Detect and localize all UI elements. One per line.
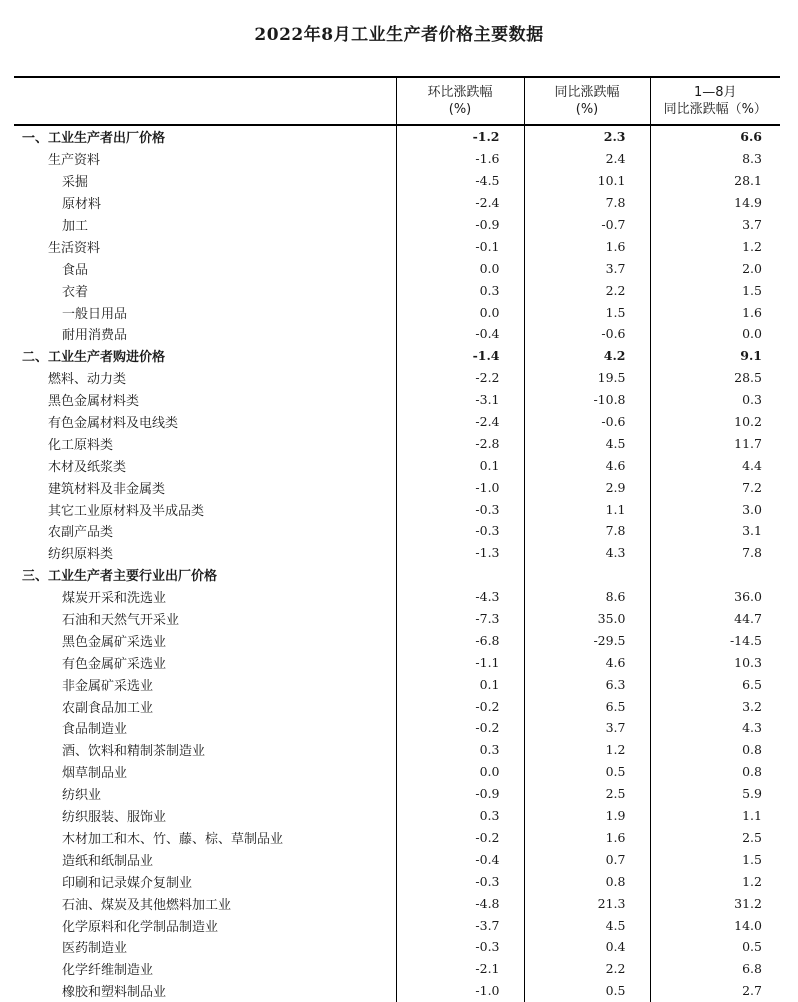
header-yoy-line1: 同比涨跌幅 (554, 85, 620, 100)
table-row (14, 783, 780, 805)
row-label: 农副食品加工业 (62, 700, 154, 716)
row-yoy-value: 4.2 (524, 345, 650, 367)
row-ytd-value: 10.3 (650, 651, 780, 673)
table-row (14, 739, 780, 761)
row-mom-value: -0.4 (396, 323, 524, 345)
table-row (14, 125, 780, 148)
row-mom-value: -0.1 (396, 235, 524, 257)
row-label: 石油、煤炭及其他燃料加工业 (62, 897, 232, 913)
row-yoy-value: 7.8 (524, 520, 650, 542)
row-label: 印刷和记录媒介复制业 (62, 875, 193, 891)
row-mom-value: -0.2 (396, 717, 524, 739)
row-yoy-value: 2.4 (524, 148, 650, 170)
table-body (14, 125, 780, 1002)
row-mom-value: -0.3 (396, 936, 524, 958)
row-ytd-value: 0.5 (650, 936, 780, 958)
row-ytd-value: 3.2 (650, 695, 780, 717)
header-category (14, 77, 396, 125)
header-ytd-line1: 1—8月 (693, 85, 737, 100)
table-row (14, 848, 780, 870)
table-row (14, 936, 780, 958)
row-mom-value: -2.4 (396, 192, 524, 214)
row-label: 二、工业生产者购进价格 (22, 350, 166, 366)
row-label: 食品 (62, 262, 89, 278)
row-ytd-value (650, 564, 780, 586)
row-mom-value: -7.3 (396, 608, 524, 630)
row-yoy-value: -29.5 (524, 629, 650, 651)
document-title: 2022年8月工业生产者价格主要数据 (254, 25, 544, 45)
table-row (14, 673, 780, 695)
row-mom-value: 0.0 (396, 761, 524, 783)
row-mom-value: -4.3 (396, 586, 524, 608)
row-ytd-value: 0.3 (650, 389, 780, 411)
row-ytd-value: 6.8 (650, 958, 780, 980)
row-label: 煤炭开采和洗选业 (62, 591, 167, 607)
row-ytd-value: 28.1 (650, 170, 780, 192)
row-yoy-value: 1.6 (524, 235, 650, 257)
row-yoy-value: 6.3 (524, 673, 650, 695)
table-row (14, 542, 780, 564)
row-yoy-value: 0.7 (524, 848, 650, 870)
row-yoy-value: 2.3 (524, 125, 650, 148)
row-mom-value: -1.2 (396, 125, 524, 148)
row-mom-value: -1.4 (396, 345, 524, 367)
row-ytd-value: 7.8 (650, 542, 780, 564)
table-row (14, 148, 780, 170)
row-ytd-value: 4.3 (650, 717, 780, 739)
table-row (14, 323, 780, 345)
table-row (14, 367, 780, 389)
table-row (14, 301, 780, 323)
row-yoy-value: 6.5 (524, 695, 650, 717)
row-yoy-value: 3.7 (524, 717, 650, 739)
table-row (14, 586, 780, 608)
table-row (14, 476, 780, 498)
row-label: 加工 (62, 219, 89, 234)
row-mom-value: -1.0 (396, 476, 524, 498)
table-row (14, 608, 780, 630)
row-mom-value: -6.8 (396, 629, 524, 651)
row-yoy-value: 4.6 (524, 454, 650, 476)
row-ytd-value: 3.1 (650, 520, 780, 542)
row-label: 原材料 (62, 197, 102, 213)
table-row (14, 454, 780, 476)
row-label: 燃料、动力类 (48, 372, 127, 388)
row-ytd-value: 2.5 (650, 827, 780, 849)
table-row (14, 914, 780, 936)
row-label: 衣着 (62, 284, 89, 300)
row-yoy-value: 0.4 (524, 936, 650, 958)
row-mom-value: -4.8 (396, 892, 524, 914)
row-mom-value: -2.1 (396, 958, 524, 980)
row-ytd-value: 4.4 (650, 454, 780, 476)
row-mom-value: -2.8 (396, 432, 524, 454)
row-ytd-value: 6.5 (650, 673, 780, 695)
row-mom-value: 0.3 (396, 805, 524, 827)
row-mom-value: -4.5 (396, 170, 524, 192)
table-row (14, 235, 780, 257)
row-label: 石油和天然气开采业 (62, 613, 180, 629)
table-row (14, 958, 780, 980)
table-row (14, 651, 780, 673)
row-label: 建筑材料及非金属类 (48, 481, 166, 497)
row-mom-value: -0.9 (396, 783, 524, 805)
row-mom-value: -0.9 (396, 214, 524, 236)
table-row (14, 170, 780, 192)
row-yoy-value: 1.6 (524, 827, 650, 849)
row-mom-value: -3.7 (396, 914, 524, 936)
row-ytd-value: 8.3 (650, 148, 780, 170)
row-mom-value: -1.6 (396, 148, 524, 170)
row-label: 非金属矿采选业 (62, 678, 154, 694)
row-ytd-value: 1.2 (650, 870, 780, 892)
table-header-row (14, 77, 780, 125)
row-mom-value: -0.4 (396, 848, 524, 870)
row-mom-value: 0.0 (396, 257, 524, 279)
row-ytd-value: 2.7 (650, 980, 780, 1002)
row-label: 医药制造业 (62, 941, 128, 957)
row-label: 一、工业生产者出厂价格 (22, 131, 166, 147)
row-ytd-value: 9.1 (650, 345, 780, 367)
row-ytd-value: 1.6 (650, 301, 780, 323)
row-label: 耐用消费品 (62, 328, 128, 344)
row-label: 食品制造业 (62, 722, 128, 738)
row-label: 橡胶和塑料制品业 (62, 985, 167, 1001)
row-ytd-value: 0.8 (650, 761, 780, 783)
row-label: 有色金属矿采选业 (62, 656, 167, 672)
row-label: 生活资料 (48, 240, 101, 256)
row-ytd-value: 1.2 (650, 235, 780, 257)
row-yoy-value: -0.6 (524, 323, 650, 345)
row-ytd-value: 1.1 (650, 805, 780, 827)
row-ytd-value: 5.9 (650, 783, 780, 805)
table-row (14, 411, 780, 433)
row-label: 烟草制品业 (62, 766, 128, 782)
row-mom-value: -0.3 (396, 870, 524, 892)
row-yoy-value: 21.3 (524, 892, 650, 914)
row-ytd-value: 0.8 (650, 739, 780, 761)
row-ytd-value: 14.9 (650, 192, 780, 214)
row-yoy-value: 35.0 (524, 608, 650, 630)
row-label: 化学原料和化学制品制造业 (62, 919, 219, 935)
row-yoy-value: 1.9 (524, 805, 650, 827)
row-ytd-value: 11.7 (650, 432, 780, 454)
row-mom-value: -1.1 (396, 651, 524, 673)
row-yoy-value: 1.2 (524, 739, 650, 761)
row-yoy-value: 4.6 (524, 651, 650, 673)
row-mom-value: 0.1 (396, 454, 524, 476)
row-mom-value: 0.1 (396, 673, 524, 695)
row-ytd-value: 36.0 (650, 586, 780, 608)
table-row (14, 629, 780, 651)
row-mom-value: -1.3 (396, 542, 524, 564)
row-yoy-value: 10.1 (524, 170, 650, 192)
table-row (14, 432, 780, 454)
header-mom-line2: (%) (448, 102, 472, 117)
row-ytd-value: 44.7 (650, 608, 780, 630)
row-mom-value: -1.0 (396, 980, 524, 1002)
header-yoy (524, 77, 650, 125)
row-label: 木材及纸浆类 (48, 459, 127, 475)
table-row (14, 389, 780, 411)
table-row (14, 980, 780, 1002)
row-ytd-value: 2.0 (650, 257, 780, 279)
row-mom-value: 0.0 (396, 301, 524, 323)
row-label: 纺织服装、服饰业 (62, 810, 167, 826)
row-label: 有色金属材料及电线类 (48, 416, 179, 432)
row-yoy-value: 3.7 (524, 257, 650, 279)
row-label: 三、工业生产者主要行业出厂价格 (22, 569, 218, 585)
row-yoy-value: 0.8 (524, 870, 650, 892)
header-ytd (650, 77, 780, 125)
row-yoy-value: 2.9 (524, 476, 650, 498)
table-row (14, 345, 780, 367)
row-label: 造纸和纸制品业 (62, 853, 154, 869)
row-yoy-value: 4.5 (524, 432, 650, 454)
table-row (14, 695, 780, 717)
row-mom-value: -0.3 (396, 498, 524, 520)
row-yoy-value: -10.8 (524, 389, 650, 411)
row-label: 黑色金属材料类 (48, 394, 140, 410)
row-ytd-value: -14.5 (650, 629, 780, 651)
row-ytd-value: 6.6 (650, 125, 780, 148)
row-yoy-value: -0.7 (524, 214, 650, 236)
ppi-data-table (14, 76, 780, 1002)
row-ytd-value: 28.5 (650, 367, 780, 389)
table-row (14, 279, 780, 301)
row-label: 生产资料 (48, 153, 101, 169)
row-ytd-value: 10.2 (650, 411, 780, 433)
table-row (14, 520, 780, 542)
row-mom-value: -2.2 (396, 367, 524, 389)
row-label: 化工原料类 (48, 437, 114, 453)
row-label: 采掘 (62, 175, 89, 191)
row-label: 化学纤维制造业 (62, 963, 154, 979)
row-yoy-value: 4.3 (524, 542, 650, 564)
row-mom-value (396, 564, 524, 586)
row-label: 纺织业 (62, 788, 102, 804)
row-yoy-value: -0.6 (524, 411, 650, 433)
row-label: 纺织原料类 (48, 547, 114, 563)
row-yoy-value: 1.5 (524, 301, 650, 323)
row-ytd-value: 3.7 (650, 214, 780, 236)
row-yoy-value: 1.1 (524, 498, 650, 520)
row-mom-value: 0.3 (396, 279, 524, 301)
row-mom-value: -2.4 (396, 411, 524, 433)
row-yoy-value: 7.8 (524, 192, 650, 214)
row-yoy-value (524, 564, 650, 586)
row-label: 木材加工和木、竹、藤、棕、草制品业 (62, 831, 284, 847)
row-ytd-value: 0.0 (650, 323, 780, 345)
row-yoy-value: 2.5 (524, 783, 650, 805)
header-mom (396, 77, 524, 125)
header-mom-line1: 环比涨跌幅 (427, 85, 493, 100)
table-row (14, 827, 780, 849)
row-yoy-value: 2.2 (524, 279, 650, 301)
table-row (14, 761, 780, 783)
row-mom-value: -3.1 (396, 389, 524, 411)
row-ytd-value: 14.0 (650, 914, 780, 936)
row-ytd-value: 7.2 (650, 476, 780, 498)
table-row (14, 564, 780, 586)
table-row (14, 892, 780, 914)
header-ytd-line2: 同比涨跌幅（%） (663, 102, 767, 117)
row-label: 农副产品类 (48, 525, 114, 541)
table-row (14, 870, 780, 892)
row-label: 一般日用品 (62, 306, 128, 322)
row-mom-value: 0.3 (396, 739, 524, 761)
row-yoy-value: 8.6 (524, 586, 650, 608)
table-row (14, 192, 780, 214)
row-ytd-value: 31.2 (650, 892, 780, 914)
row-ytd-value: 1.5 (650, 279, 780, 301)
table-row (14, 257, 780, 279)
table-row (14, 498, 780, 520)
row-yoy-value: 2.2 (524, 958, 650, 980)
row-yoy-value: 0.5 (524, 761, 650, 783)
row-yoy-value: 4.5 (524, 914, 650, 936)
row-label: 黑色金属矿采选业 (62, 634, 167, 650)
row-label: 酒、饮料和精制茶制造业 (62, 744, 206, 760)
table-row (14, 805, 780, 827)
row-ytd-value: 1.5 (650, 848, 780, 870)
row-yoy-value: 19.5 (524, 367, 650, 389)
header-yoy-line2: (%) (575, 102, 599, 117)
row-label: 其它工业原材料及半成品类 (48, 503, 205, 519)
row-mom-value: -0.3 (396, 520, 524, 542)
table-row (14, 717, 780, 739)
row-ytd-value: 3.0 (650, 498, 780, 520)
table-row (14, 214, 780, 236)
row-mom-value: -0.2 (396, 695, 524, 717)
row-mom-value: -0.2 (396, 827, 524, 849)
row-yoy-value: 0.5 (524, 980, 650, 1002)
